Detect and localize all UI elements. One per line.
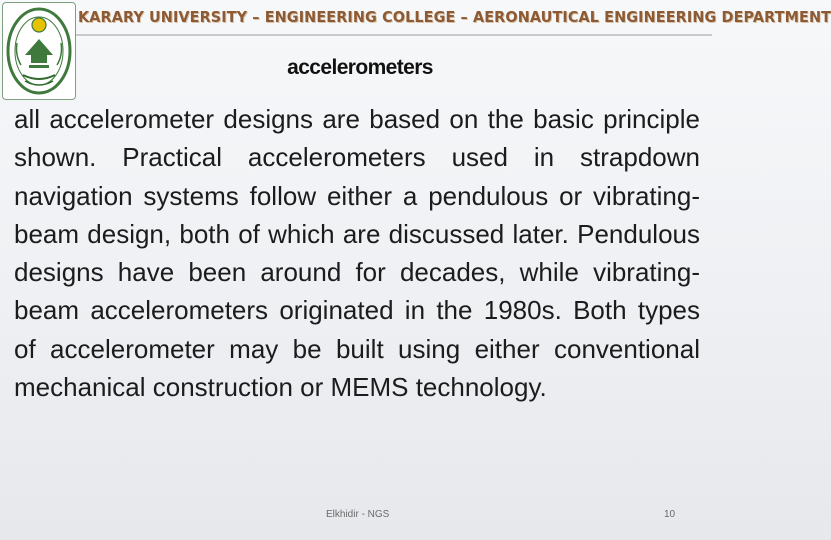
university-emblem-icon (3, 3, 75, 99)
slide-title: accelerometers (287, 56, 433, 79)
slide-body-text: all accelerometer designs are based on the basic principle shown. Practical accelerometers used in strapdown navigation systems follow either a pendulous or vibrating-beam design, both of which are discussed later. Pendulous designs have been around for decades, while vibrating-beam accelerometers originated in the 1980s. Both types of accelerometer may be built using either conventional mechanical construction or MEMS technology. (14, 104, 700, 403)
header-banner-text: KARARY UNIVERSITY – ENGINEERING COLLEGE – AERONAUTICAL ENGINEERING DEPARTMENT (78, 8, 831, 26)
footer-author: Elkhidir - NGS (326, 509, 390, 520)
footer-page-number: 10 (664, 509, 676, 520)
header-banner (76, 8, 831, 36)
university-logo (2, 2, 76, 100)
